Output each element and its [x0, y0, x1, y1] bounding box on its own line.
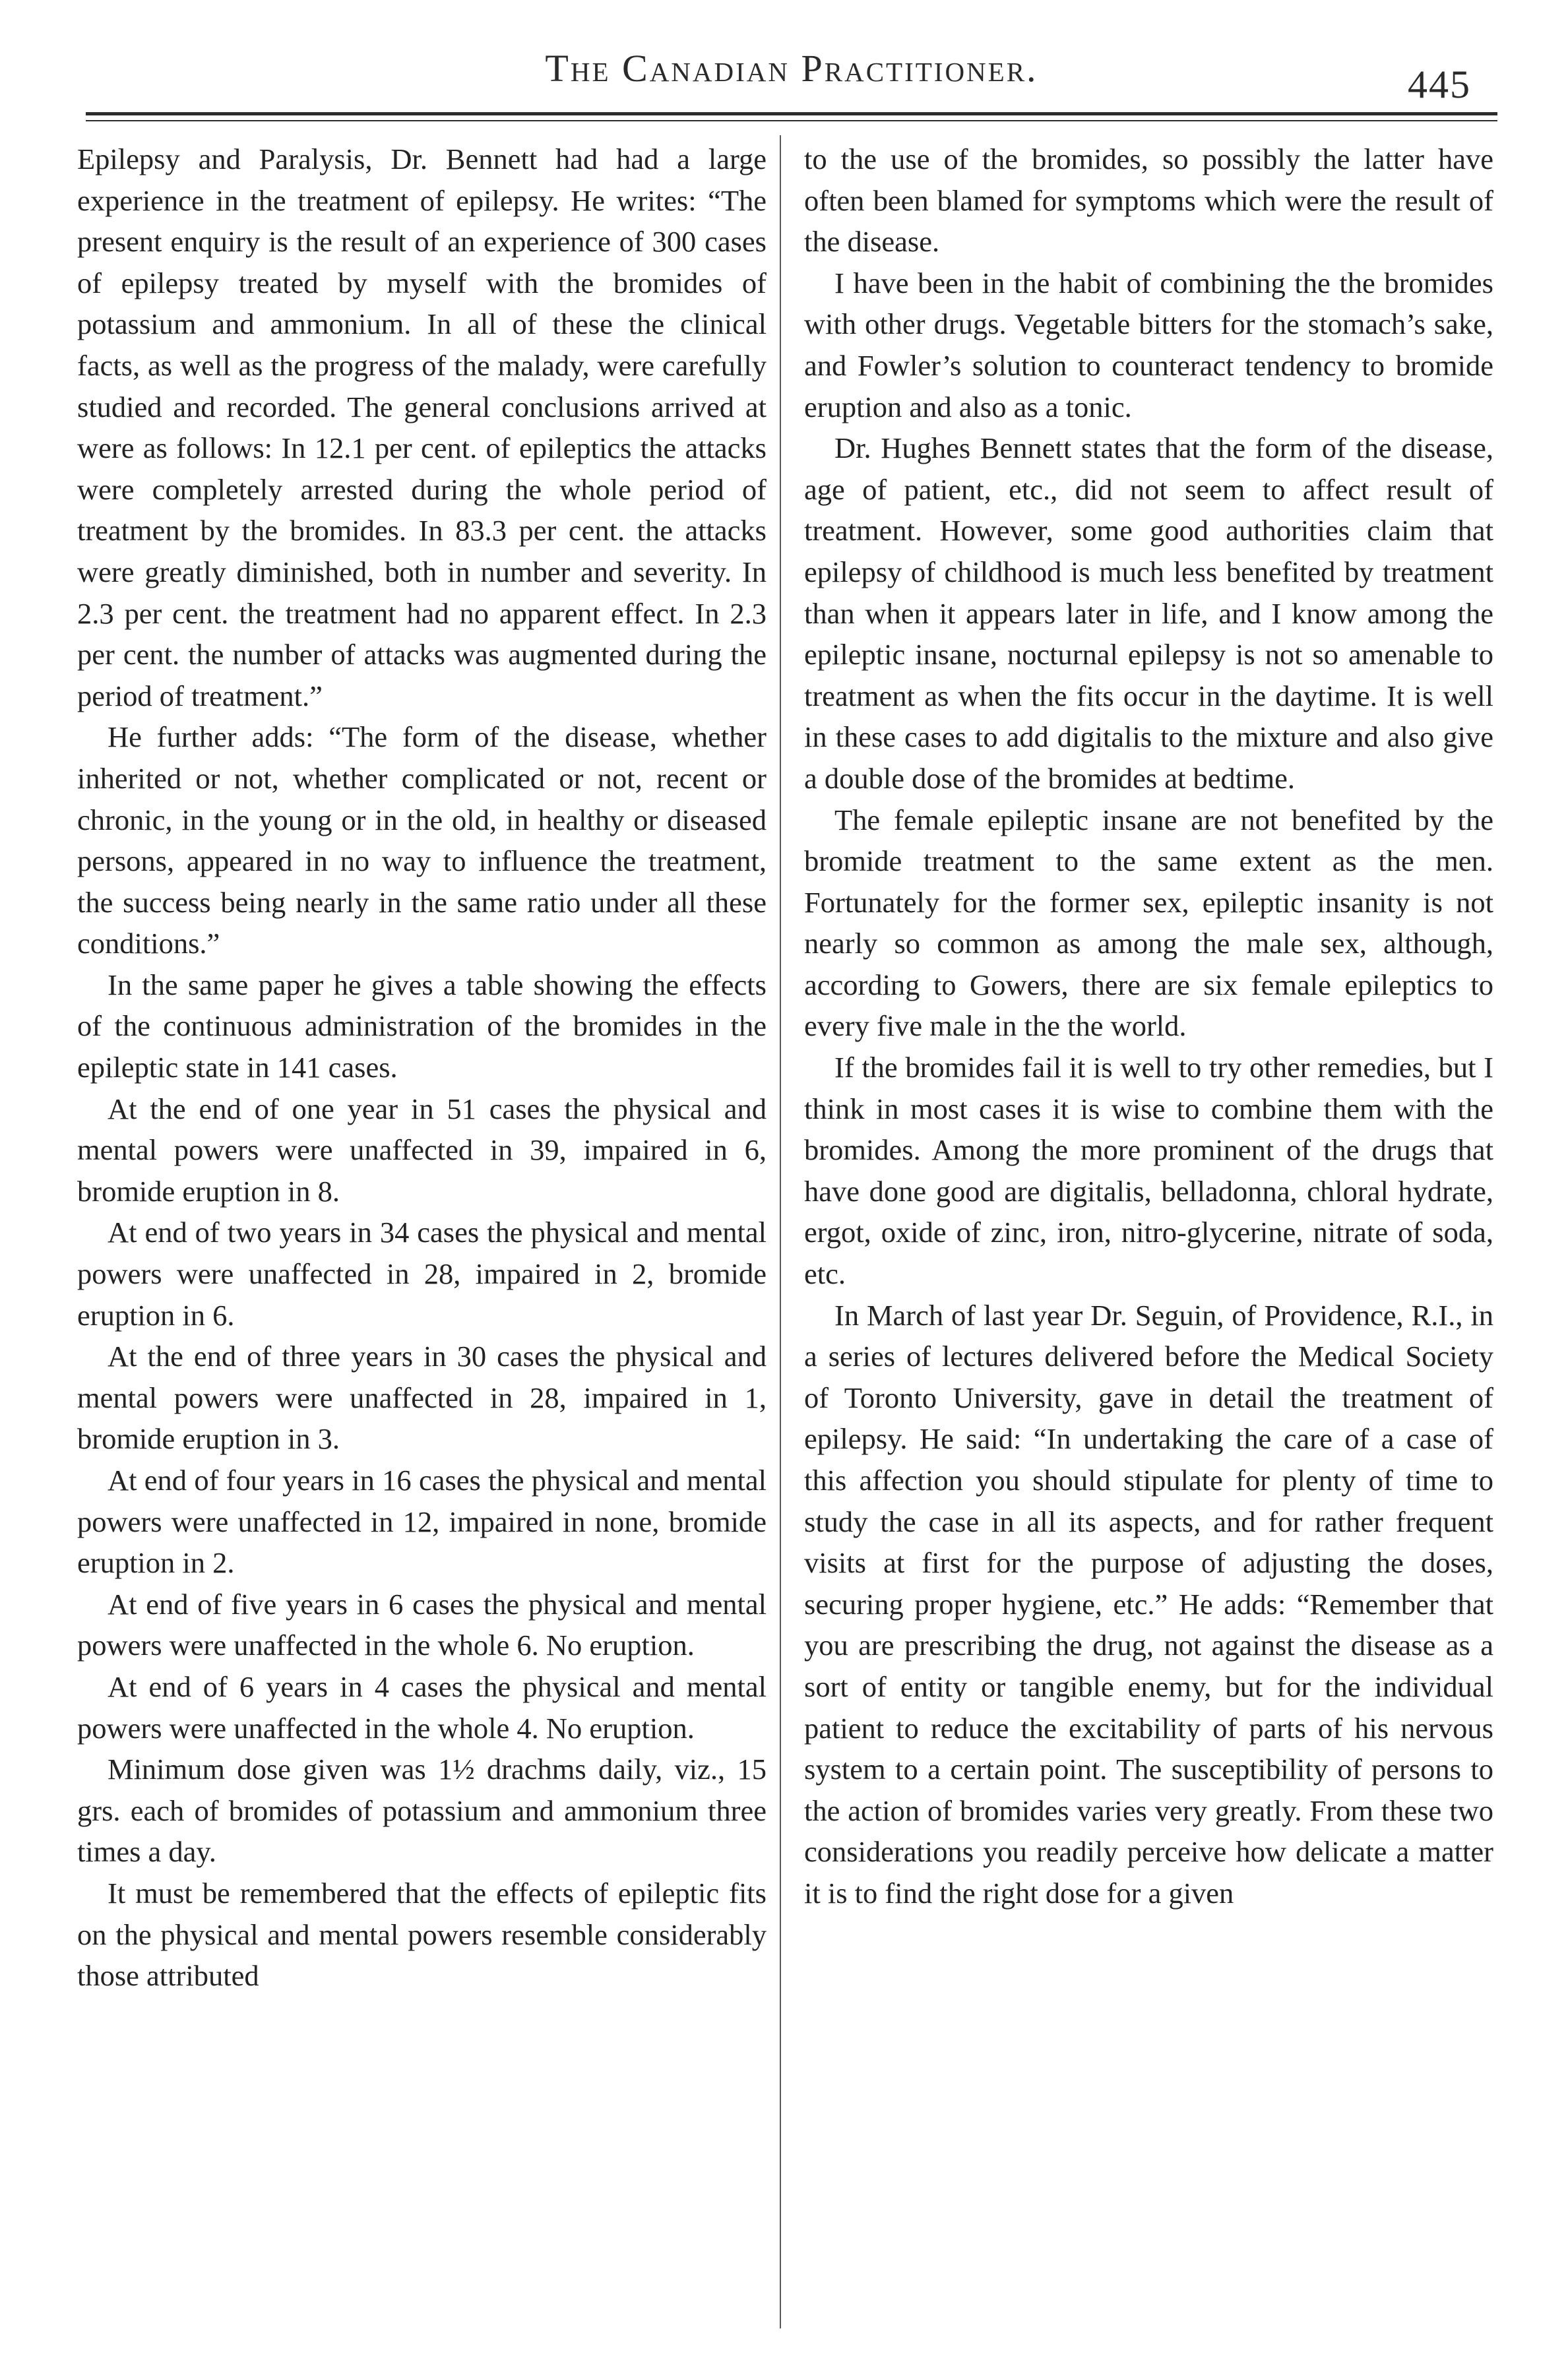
header-rule-thin	[86, 120, 1497, 121]
page-number: 445	[1408, 63, 1471, 106]
paragraph: Epilepsy and Paralysis, Dr. Bennett had had a large experience in the treatment of epilepsy. He writes: “The present enquiry is the result of an experience of 300 cases of epilepsy treated by myself with the bromides of potassium and ammonium. In all of these the clinical facts, as well as the progress of the malady, were carefully studied and recorded. The general conclusions arrived at were as follows: In 12.1 per cent. of epileptics the attacks were completely arrested during the whole period of treatment by the bromides. In 83.3 per cent. the attacks were greatly diminished, both in number and severity. In 2.3 per cent. the treatment had no apparent effect. In 2.3 per cent. the number of attacks was augmented during the period of treatment.”	[77, 142, 767, 712]
paragraph: At end of four years in 16 cases the physical and mental powers were unaffected in 12, impaired in none, bromide eruption in 2.	[77, 1464, 767, 1580]
right-column	[804, 139, 1493, 1914]
paragraph: It must be remembered that the effects of epileptic fits on the physical and mental powers resemble considerably those attributed	[77, 1876, 767, 1993]
paragraph: At the end of one year in 51 cases the physical and mental powers were unaffected in 39, impaired in 6, bromide eruption in 8.	[77, 1092, 767, 1208]
column-divider	[780, 135, 781, 2328]
header-rule-thick	[86, 112, 1497, 115]
paragraph: At end of 6 years in 4 cases the physical and mental powers were unaffected in the whole 4. No eruption.	[77, 1669, 767, 1745]
paragraph: At end of two years in 34 cases the physical and mental powers were unaffected in 28, impaired in 2, bromide eruption in 6.	[77, 1216, 767, 1332]
paragraph: At end of five years in 6 cases the physical and mental powers were unaffected in the whole 6. No eruption.	[77, 1587, 767, 1662]
left-column	[77, 139, 767, 1997]
paragraph: At the end of three years in 30 cases the physical and mental powers were unaffected in 28, impaired in 1, bromide eruption in 3.	[77, 1340, 767, 1456]
paragraph: Minimum dose given was 1½ drachms daily, viz., 15 grs. each of bromides of potassium and ammonium three times a day.	[77, 1753, 767, 1869]
paragraph: to the use of the bromides, so possibly the latter have often been blamed for symptoms which were the result of the disease.	[804, 142, 1493, 259]
paragraph: He further adds: “The form of the disease, whether inherited or not, whether complicated or not, recent or chronic, in the young or in the old, in healthy or diseased persons, appeared in no way to influence the treatment, the success being nearly in the same ratio under all these conditions.”	[77, 720, 767, 960]
paragraph: In March of last year Dr. Seguin, of Providence, R.I., in a series of lectures delivered before the Medical Society of Toronto University, gave in detail the treatment of epilepsy. He said: “In undertaking the care of a case of this affection you should stipulate for plenty of time to study the case in all its aspects, and for rather frequent visits at first for the purpose of adjusting the doses, securing proper hygiene, etc.” He adds: “Remember that you are prescribing the drug, not against the disease as a sort of entity or tangible enemy, but for the individual patient to reduce the excitability of parts of his nervous system to a certain point. The susceptibility of persons to the action of bromides varies very greatly. From these two considerations you readily perceive how delicate a matter it is to find the right dose for a given	[804, 1298, 1493, 1910]
running-head	[86, 40, 1497, 119]
paragraph: The female epileptic insane are not benefited by the bromide treatment to the same extent as the men. Fortunately for the former sex, epileptic insanity is not nearly so common as among the male sex, although, according to Gowers, there are six female epileptics to every five male in the the world.	[804, 803, 1493, 1043]
paragraph: Dr. Hughes Bennett states that the form of the disease, age of patient, etc., did not seem to affect result of treatment. However, some good authorities claim that epilepsy of childhood is much less benefited by treatment than when it appears later in life, and I know among the epileptic insane, nocturnal epilepsy is not so amenable to treatment as when the fits occur in the daytime. It is well in these cases to add digitalis to the mixture and also give a double dose of the bromides at bedtime.	[804, 431, 1493, 795]
paragraph: If the bromides fail it is well to try other remedies, but I think in most cases it is wise to combine them with the bromides. Among the more prominent of the drugs that have done good are digitalis, belladonna, chloral hydrate, ergot, oxide of zinc, iron, nitro-glycerine, nitrate of soda, etc.	[804, 1051, 1493, 1291]
paragraph: I have been in the habit of combining the the bromides with other drugs. Vegetable bitters for the stomach’s sake, and Fowler’s solution to counteract tendency to bromide eruption and also as a tonic.	[804, 266, 1493, 423]
paragraph: In the same paper he gives a table showing the effects of the continuous administration of the bromides in the epileptic state in 141 cases.	[77, 968, 767, 1084]
journal-title: The Canadian Practitioner.	[545, 47, 1038, 90]
